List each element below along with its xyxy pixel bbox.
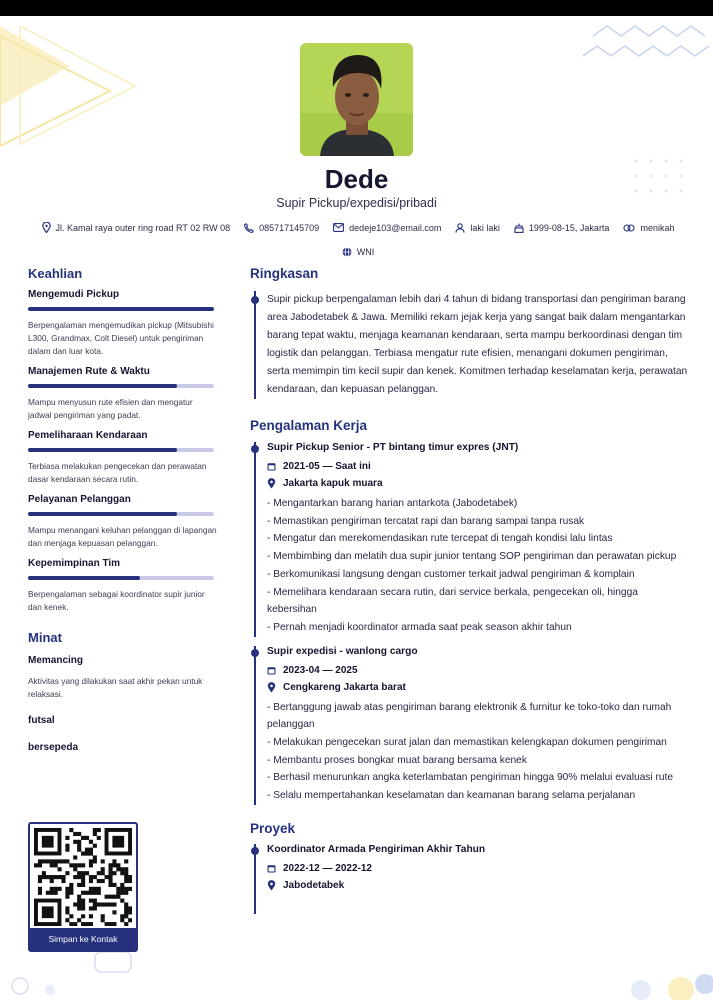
skill-name: Mengemudi Pickup <box>28 289 120 300</box>
skill-level-fill <box>28 384 177 388</box>
calendar-icon <box>267 666 276 675</box>
list-item: - Memelihara kendaraan secara rutin, dari service berkala, pengecekan oli, hingga kebersihan <box>267 586 638 616</box>
top-black-bar <box>0 0 713 16</box>
timeline-line <box>254 442 256 637</box>
contact-marital-text: menikah <box>640 222 675 233</box>
location-pin-icon <box>42 222 51 233</box>
job-location <box>267 682 690 693</box>
left-column <box>28 266 218 753</box>
project-title: Koordinator Armada Pengiriman Akhir Tahun <box>267 843 486 855</box>
interests-title: Minat <box>28 630 62 645</box>
list-item: - Mengatur dan merekomendasikan rute tercepat di tengah kondisi lalu lintas <box>267 533 613 545</box>
job-headline: Supir Pickup/expedisi/pribadi <box>276 196 437 210</box>
contact-email-text: dedeje103@email.com <box>349 222 442 233</box>
project-location <box>267 880 690 891</box>
summary-block <box>250 291 690 399</box>
skill-description: Mampu menyusun rute efisien dan mengatur jadwal pengiriman yang padat. <box>28 397 193 420</box>
profile-photo <box>300 43 413 156</box>
timeline-dot <box>251 445 259 453</box>
globe-icon <box>342 247 352 257</box>
skill-level-bar <box>28 384 214 388</box>
projects-title: Proyek <box>250 820 296 836</box>
job-title: Supir expedisi - wanlong cargo <box>267 645 418 657</box>
contact-gender <box>455 222 500 233</box>
skill-name: Kepemimpinan Tim <box>28 558 121 569</box>
qr-code-icon <box>34 828 132 926</box>
interest-description: Aktivitas yang dilakukan saat akhir pekan untuk relaksasi. <box>28 676 203 699</box>
skill-level-bar <box>28 307 214 311</box>
job-title: Supir Pickup Senior - PT bintang timur expres (JNT) <box>267 442 519 453</box>
project-period <box>267 863 690 874</box>
interest-item <box>28 715 218 726</box>
list-item: - Selalu mempertahankan keselamatan dan keamanan barang selama perjalanan <box>267 790 636 802</box>
list-item: - Berhasil menurunkan angka keterlambatan pengiriman hingga 90% melalui evaluasi rute <box>267 772 674 784</box>
list-item: - Membimbing dan melatih dua supir junior tentang SOP pengiriman dan perawatan pickup <box>267 551 677 563</box>
contact-info-row <box>28 222 688 257</box>
skill-level-fill <box>28 448 177 452</box>
timeline-dot <box>251 296 259 304</box>
project-entry <box>250 844 690 914</box>
interest-name: bersepeda <box>28 742 79 753</box>
decor-triangles-top-left <box>0 26 140 156</box>
list-item: - Berkomunikasi langsung dengan customer terkait jadwal pengiriman & komplain <box>267 568 635 580</box>
list-item: - Memastikan pengiriman tercatat rapi dan barang sampai tanpa rusak <box>267 515 585 527</box>
skills-title: Keahlian <box>28 266 83 281</box>
job-period <box>267 665 690 676</box>
experience-title: Pengalaman Kerja <box>250 418 368 433</box>
decor-circles-bottom-right <box>623 960 713 1000</box>
skill-level-fill <box>28 307 214 311</box>
skill-name: Manajemen Rute & Waktu <box>28 366 150 377</box>
decor-zigzag-top-right <box>573 22 713 82</box>
list-item: - Melakukan pengecekan surat jalan dan memastikan kelengkapan dokumen pengiriman <box>267 737 667 749</box>
phone-icon <box>244 223 254 233</box>
qr-code-card[interactable] <box>28 822 138 952</box>
job-responsibilities <box>267 699 690 805</box>
skill-level-bar <box>28 512 214 516</box>
cake-icon <box>514 223 524 233</box>
job-location <box>267 478 690 489</box>
interest-name: futsal <box>28 715 55 726</box>
contact-birth <box>514 222 610 233</box>
list-item: - Membantu proses bongkar muat barang bersama kenek <box>267 754 527 766</box>
skill-level-bar <box>28 448 214 452</box>
skill-level-bar <box>28 576 214 580</box>
right-column <box>250 266 690 914</box>
project-location-text: Jabodetabek <box>283 879 345 891</box>
list-item: - Mengantarkan barang harian antarkota (Jabodetabek) <box>267 498 518 509</box>
skill-item <box>28 494 218 550</box>
contact-nationality-text: WNI <box>356 247 375 257</box>
contact-phone-text: 085717145709 <box>259 222 320 233</box>
job-period-text: 2023-04 — 2025 <box>283 664 358 676</box>
full-name: Dede <box>324 164 389 194</box>
job-entry <box>250 442 690 637</box>
timeline-line <box>254 291 256 399</box>
skill-name: Pelayanan Pelanggan <box>28 494 131 505</box>
summary-title: Ringkasan <box>250 266 319 281</box>
location-pin-icon <box>267 880 276 891</box>
skill-level-fill <box>28 512 177 516</box>
interest-name: Memancing <box>28 655 84 666</box>
list-item: - Bertanggung jawab atas pengiriman barang elektronik & furnitur ke toko-toko dan rumah pelanggan <box>267 701 672 731</box>
contact-phone[interactable] <box>244 222 319 233</box>
job-period <box>267 461 690 472</box>
contact-marital <box>623 222 674 233</box>
calendar-icon <box>267 864 276 873</box>
project-period-text: 2022-12 — 2022-12 <box>283 862 372 874</box>
contact-email[interactable] <box>333 222 441 233</box>
timeline-dot <box>251 847 259 855</box>
skill-item <box>28 366 218 422</box>
skill-item <box>28 558 218 614</box>
skill-name: Pemeliharaan Kendaraan <box>28 430 148 441</box>
summary-text: Supir pickup berpengalaman lebih dari 4 tahun di bidang transportasi dan pengiriman barang area Jabodetabek & Jawa. Memiliki rekam jejak kerja yang sangat baik dalam mengantarkan barang tepat waktu, menjaga keamanan kendaraan, serta mampu berkoordinasi dengan tim logistik dan pelanggan. Terbiasa mengatur rute efisien, menangani dokumen pengiriman, serta memimpin tim kecil supir dan kenek. Komitmen terhadap keselamatan kerja, perawatan kendaraan, dan kepuasan pelanggan. <box>267 294 688 395</box>
location-pin-icon <box>267 478 276 489</box>
location-pin-icon <box>267 682 276 693</box>
calendar-icon <box>267 462 276 471</box>
skill-description: Berpengalaman sebagai koordinator supir junior dan kenek. <box>28 589 205 612</box>
interest-item <box>28 742 218 753</box>
contact-birth-text: 1999-08-15, Jakarta <box>528 222 610 233</box>
timeline-dot <box>251 649 259 657</box>
list-item: - Pernah menjadi koordinator armada saat peak season akhir tahun <box>267 621 572 633</box>
contact-address <box>42 222 231 233</box>
job-responsibilities <box>267 495 690 637</box>
person-icon <box>455 223 465 233</box>
save-contact-button[interactable]: Simpan ke Kontak <box>30 928 136 950</box>
contact-address-text: Jl. Kamal raya outer ring road RT 02 RW 08 <box>55 222 231 233</box>
interest-item <box>28 655 218 701</box>
skill-description: Berpengalaman mengemudikan pickup (Mitsubishi L300, Grandmax, Colt Diesel) untuk pengiriman dalam dan luar kota. <box>28 320 214 356</box>
job-entry <box>250 646 690 805</box>
skill-description: Terbiasa melakukan pengecekan dan perawatan dasar kendaraan secara rutin. <box>28 461 207 484</box>
rings-icon <box>623 223 635 232</box>
contact-nationality <box>342 247 375 257</box>
job-location-text: Cengkareng Jakarta barat <box>283 681 406 693</box>
skill-item <box>28 430 218 486</box>
job-period-text: 2021-05 — Saat ini <box>283 461 371 472</box>
skill-item <box>28 289 218 358</box>
resume-page <box>0 16 713 1000</box>
timeline-line <box>254 646 256 805</box>
job-location-text: Jakarta kapuk muara <box>283 478 383 489</box>
mail-icon <box>333 223 344 232</box>
contact-gender-text: laki laki <box>470 222 500 233</box>
skill-level-fill <box>28 576 140 580</box>
skill-description: Mampu menangani keluhan pelanggan di lapangan dan menjaga kepuasan pelanggan. <box>28 525 217 548</box>
